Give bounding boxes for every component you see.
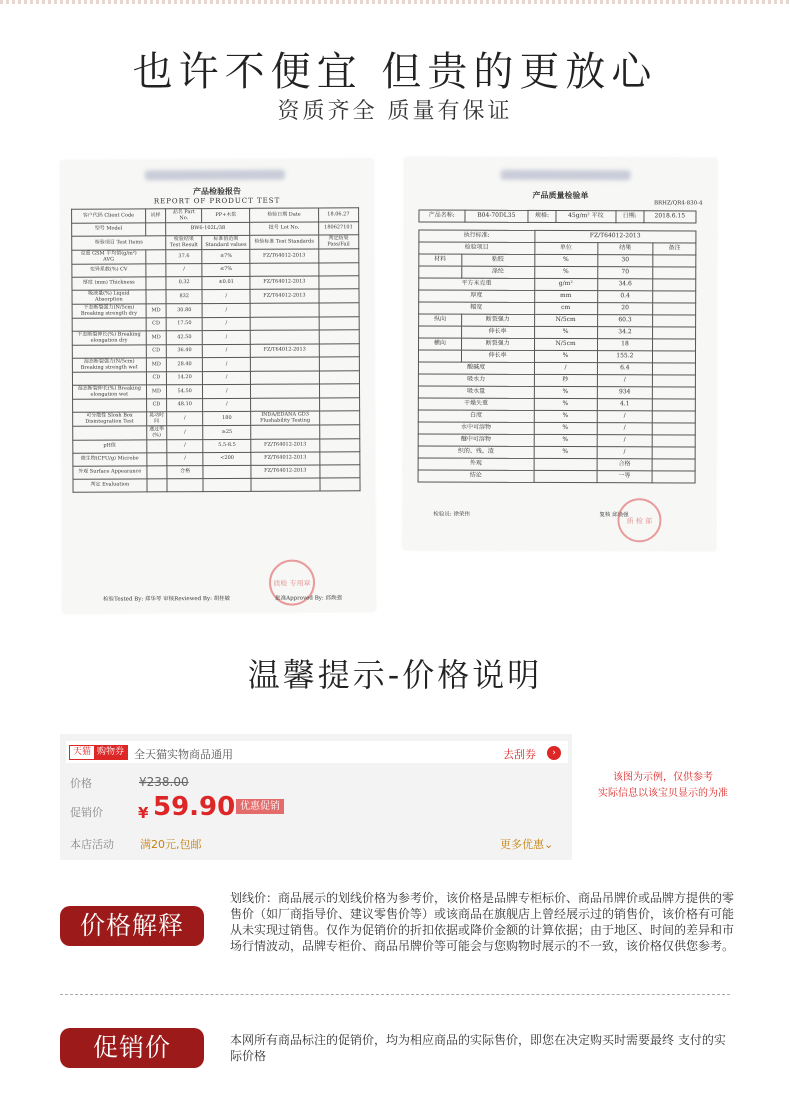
table-cell: 断裂强力 — [461, 314, 534, 326]
table-header-cell: 单位 — [534, 242, 597, 254]
table-cell — [319, 425, 359, 439]
table-cell — [652, 447, 695, 459]
table-cell: pH值 — [73, 440, 147, 453]
table-cell — [319, 465, 359, 478]
table-cell: FZ/T64012-2013 — [250, 249, 318, 263]
table-header-cell: 检验项目 — [419, 242, 535, 254]
table-row — [419, 290, 696, 303]
table-cell — [653, 327, 696, 339]
table-row — [419, 314, 696, 327]
table-row — [418, 398, 695, 411]
sheet-doc-no: BRHZ/QR4-830-4 — [653, 200, 703, 207]
table-cell: / — [203, 371, 251, 384]
table-cell — [653, 387, 696, 399]
table-cell: 检验日期 Date — [250, 208, 318, 222]
table-cell: 20 — [597, 303, 653, 315]
table-cell: 克重 GSM 平均值(g/m²) AVG — [72, 250, 146, 264]
table-cell: 判定 Evaluation — [73, 479, 147, 492]
table-cell: 断裂强力 — [461, 338, 534, 350]
stamp-text: 质 检 部 — [626, 517, 653, 526]
promo-price-text: 本网所有商品标注的促销价，均为相应商品的实际售价，即您在决定购买时需要最终 支付的实际价格 — [230, 1033, 726, 1063]
table-cell: 结论 — [418, 470, 534, 482]
coupon-text: 全天猫实物商品通用 — [134, 748, 233, 761]
table-header-cell: 检验结果 Test Result — [166, 236, 202, 250]
more-offers-link[interactable] — [500, 836, 553, 852]
table-cell: 42.50 — [166, 331, 202, 345]
table-cell — [653, 339, 696, 351]
table-cell: 17.50 — [166, 318, 202, 331]
table-cell: 0.32 — [166, 277, 202, 290]
table-cell: 干燥失重 — [418, 398, 534, 410]
table-cell — [146, 277, 167, 290]
table-cell: / — [203, 357, 251, 371]
table-cell: FZ/T64012-2013 — [251, 452, 319, 465]
table-cell — [653, 255, 696, 267]
table-header-cell: 检验标准 Test Standards — [250, 235, 318, 249]
currency-symbol: ¥ — [138, 804, 149, 822]
table-cell: 0.4 — [597, 291, 653, 303]
table-row — [72, 249, 359, 265]
table-cell — [534, 458, 597, 470]
table-cell — [72, 318, 146, 331]
table-cell: 36.40 — [166, 345, 202, 358]
sheet-meta — [418, 210, 696, 224]
table-cell: 934 — [597, 387, 653, 399]
table-cell: 合格 — [597, 459, 653, 471]
table-cell: / — [202, 330, 250, 344]
table-cell: FZ/T64012-2013 — [251, 465, 319, 478]
report-footer-approved: 批准Approved By: 邱焕强 — [275, 595, 342, 602]
table-cell: 14.20 — [167, 372, 203, 385]
table-cell: 5.5-8.5 — [203, 439, 251, 452]
table-cell: CD — [146, 318, 167, 331]
table-cell — [652, 459, 695, 471]
table-cell — [250, 317, 318, 330]
table-cell — [319, 303, 359, 317]
quality-inspection-sheet — [403, 157, 716, 550]
table-cell: % — [534, 386, 597, 398]
sheet-inspector: 检验员: 徐荣伟 — [433, 511, 471, 518]
table-cell: CD — [146, 372, 167, 385]
table-cell: 34.2 — [597, 327, 653, 339]
table-cell: 吸液量(%) Liquid Absorption — [72, 290, 146, 304]
table-row — [418, 422, 695, 435]
table-cell: 4.1 — [597, 399, 653, 411]
table-cell: 醚中可溶物 — [418, 434, 534, 446]
table-cell: 通过率(%) — [146, 426, 167, 440]
more-offers-label: 更多优惠 — [500, 838, 544, 851]
table-row — [419, 266, 696, 279]
table-cell: 18.06.27 — [318, 208, 358, 222]
table-row — [418, 434, 695, 447]
table-cell: 客户代码 Client Code — [72, 209, 146, 223]
table-cell: 白度 — [418, 410, 534, 422]
table-header-row — [419, 242, 696, 255]
table-cell — [318, 263, 358, 276]
table-cell: / — [597, 435, 653, 447]
table-cell: INDA/EDANA GD3 Flushability Testing — [251, 411, 319, 425]
table-cell — [319, 289, 359, 303]
table-cell: N/5cm — [534, 338, 597, 350]
price-label: 价格 — [70, 777, 92, 790]
table-cell: 吸水力 — [418, 374, 534, 386]
table-row — [419, 338, 696, 351]
headline: 也许不便宜 但贵的更放心 — [132, 49, 658, 95]
table-cell: 54.50 — [167, 385, 203, 399]
table-cell — [419, 326, 462, 338]
table-cell: % — [534, 446, 597, 458]
table-cell: % — [534, 254, 597, 266]
table-cell: / — [202, 289, 250, 303]
table-row — [73, 478, 360, 493]
meta-cell: 日期: — [616, 211, 644, 223]
table-cell: FZ/T64012-2013 — [251, 439, 319, 452]
table-cell: 37.6 — [166, 250, 202, 264]
table-cell — [653, 363, 696, 375]
subheadline: 资质齐全 质量有保证 — [277, 99, 513, 124]
table-cell: / — [534, 362, 597, 374]
table-cell: N/5cm — [534, 314, 597, 326]
table-cell: / — [167, 412, 203, 426]
table-cell: 横向 — [419, 338, 462, 350]
table-cell — [653, 375, 696, 387]
table-cell: 30 — [597, 255, 653, 267]
table-cell: g/m² — [534, 278, 597, 290]
table-cell — [145, 223, 166, 236]
table-cell: ≥25 — [203, 425, 251, 439]
table-row — [419, 230, 696, 243]
promo-badge: 优惠促销 — [236, 799, 284, 814]
table-cell: / — [202, 303, 250, 317]
table-cell: ±0.01 — [202, 276, 250, 289]
table-cell — [320, 478, 360, 491]
table-cell: 180 — [203, 411, 251, 425]
table-cell: CD — [146, 399, 167, 412]
table-cell — [534, 470, 597, 482]
table-cell — [251, 478, 319, 491]
table-cell: % — [534, 410, 597, 422]
table-cell — [251, 371, 319, 384]
standard-value: FZ/T64012-2013 — [534, 230, 696, 243]
table-cell — [319, 357, 359, 371]
table-cell — [319, 371, 359, 384]
table-cell — [250, 263, 318, 276]
divider — [60, 994, 730, 995]
table-header-row — [72, 235, 359, 251]
table-cell — [319, 398, 359, 411]
coupon-tag: 购物券 — [94, 746, 127, 759]
table-row — [418, 350, 695, 363]
table-cell — [146, 440, 167, 453]
price-explain-badge: 价格解释 — [60, 906, 204, 946]
report-title-en: REPORT OF PRODUCT TEST — [153, 196, 281, 206]
table-cell — [319, 344, 359, 357]
table-row — [72, 208, 359, 224]
table-cell: 一等 — [597, 471, 653, 483]
table-cell: 28.40 — [167, 358, 203, 372]
table-row — [418, 470, 695, 483]
table-cell: 厚度 (mm) Thickness — [72, 277, 146, 290]
table-cell: FZ/T64012-2013 — [250, 344, 318, 357]
table-row — [419, 302, 696, 315]
table-cell — [167, 479, 203, 492]
table-cell: 180627101 — [318, 222, 358, 235]
table-row — [418, 446, 695, 459]
table-cell: 晃动时间 — [146, 412, 167, 426]
table-cell: FZ/T64012-2013 — [250, 276, 318, 289]
table-cell — [250, 330, 318, 344]
table-cell: / — [597, 447, 653, 459]
table-cell: 湿态断裂伸长(%) Breaking elongation wet — [72, 385, 146, 399]
table-cell — [146, 290, 167, 304]
table-row — [418, 374, 695, 387]
table-cell: 干态断裂强力(N/5cm) Breaking strength dry — [72, 304, 146, 318]
table-cell — [203, 465, 251, 478]
tmall-coupon-tag — [69, 745, 128, 760]
table-cell: / — [597, 375, 653, 387]
table-cell: ±7% — [202, 249, 250, 263]
table-header-cell: 结果 — [597, 243, 653, 255]
table-cell: % — [534, 266, 597, 278]
side-note-line1: 该图为示例，仅供参考 — [613, 772, 713, 783]
table-cell: MD — [146, 331, 167, 345]
table-cell — [319, 411, 359, 425]
table-cell: 18 — [597, 339, 653, 351]
table-cell — [653, 303, 696, 315]
table-cell: / — [597, 411, 653, 423]
table-header-cell: 判定结果 Pass/Fail — [318, 235, 358, 249]
table-cell — [203, 478, 251, 491]
table-row — [419, 210, 696, 223]
table-cell: 34.6 — [597, 279, 653, 291]
table-cell: 材料 — [419, 254, 462, 266]
table-cell: 幅宽 — [419, 302, 535, 314]
table-cell: 吸水量 — [418, 386, 534, 398]
table-cell: FZ/T64012-2013 — [250, 289, 318, 303]
table-cell — [146, 453, 167, 466]
table-cell — [319, 439, 359, 452]
redacted-company-name — [501, 170, 631, 180]
activity-label: 本店活动 — [70, 838, 114, 851]
table-row — [73, 411, 360, 427]
table-cell — [251, 384, 319, 398]
stamp-text: 质检 专用章 — [273, 579, 311, 588]
table-row — [72, 384, 359, 400]
table-cell: 伸长率 — [461, 326, 534, 338]
table-cell — [145, 250, 166, 264]
redacted-company-name — [145, 170, 285, 181]
table-cell: 干态断裂伸长(%) Breaking elongation dry — [72, 331, 146, 345]
table-cell: 涤纶 — [461, 266, 534, 278]
table-cell — [72, 345, 146, 358]
sheet-title: 产品质量检验单 — [532, 189, 589, 201]
table-row — [419, 326, 696, 339]
table-cell — [653, 267, 696, 279]
meta-cell: 规格: — [528, 210, 556, 222]
price-explain-text: 划线价：商品展示的划线价格为参考价，该价格是品牌专柜标价、商品吊牌价或品牌方提供的零售价（如厂商指导价、建议零售价等）或该商品在旗舰店上曾经展示过的销售价，该价格有可能从未实现过销售。仅作为促销价的折扣依据或降价金额的计算依据；由于地区、时间的差异和市场行情波动，品牌专柜价、商品吊牌价等可能会与您购物时展示的不一致，该价格仅供您参考。 — [230, 891, 735, 953]
report-table — [71, 207, 360, 493]
table-cell: 酸碱度 — [418, 362, 534, 374]
table-cell: 微生物(CFU/g) Microbe — [73, 453, 147, 466]
table-cell: 纵向 — [419, 314, 462, 326]
meta-cell: 产品名称: — [419, 210, 465, 222]
promo-price-badge: 促销价 — [60, 1028, 204, 1068]
table-cell: 70 — [597, 267, 653, 279]
table-cell — [318, 249, 358, 263]
table-header-cell: 备注 — [653, 243, 696, 255]
inspection-stamp-icon — [617, 498, 661, 542]
table-cell: 可分散性 Slosh Box Disintegration Test — [73, 412, 147, 426]
table-cell — [652, 423, 695, 435]
promo-price-label: 促销价 — [70, 806, 103, 819]
table-cell: 织的、残、渣 — [418, 446, 534, 458]
table-cell — [319, 276, 359, 289]
table-cell: 外观 — [418, 458, 534, 470]
table-cell: MD — [146, 385, 167, 399]
table-cell: / — [597, 423, 653, 435]
table-cell: 批号 Lot No. — [250, 222, 318, 235]
table-cell — [418, 350, 461, 362]
table-row — [72, 357, 359, 373]
table-cell: % — [534, 398, 597, 410]
table-cell — [319, 317, 359, 330]
table-cell — [250, 303, 318, 317]
table-header-cell: 检验项目 Test Items — [72, 236, 166, 250]
table-row — [73, 425, 360, 441]
meta-cell: 45g/m² 平纹 — [556, 210, 616, 222]
table-cell: mm — [534, 290, 597, 302]
table-cell: cm — [534, 302, 597, 314]
table-cell: % — [534, 434, 597, 446]
table-cell — [653, 411, 696, 423]
table-cell: / — [202, 317, 250, 330]
table-cell: 伸长率 — [461, 350, 534, 362]
table-cell — [652, 435, 695, 447]
table-cell: / — [166, 264, 202, 277]
table-cell — [251, 398, 319, 411]
table-cell: 水中可溶物 — [418, 422, 534, 434]
section-title: 温馨提示-价格说明 — [247, 656, 543, 694]
meta-cell: B04-70DL35 — [465, 210, 528, 222]
table-cell: 变异系数(%) CV — [72, 264, 146, 277]
table-cell: / — [167, 426, 203, 440]
table-cell: 品名 Part No. — [166, 209, 202, 223]
chevron-right-icon[interactable]: › — [547, 746, 561, 760]
table-cell: / — [167, 440, 203, 453]
table-cell — [72, 372, 146, 385]
table-cell: / — [203, 398, 251, 411]
original-price: ¥238.00 — [139, 775, 189, 789]
table-cell: 60.3 — [597, 315, 653, 327]
table-cell: 30.80 — [166, 304, 202, 318]
table-cell: ≤7% — [202, 263, 250, 276]
table-cell: <200 — [203, 452, 251, 465]
table-row — [419, 254, 696, 267]
table-cell: 秒 — [534, 374, 597, 386]
table-cell: 粘胶 — [461, 254, 534, 266]
report-title-cn: 产品检验报告 — [192, 185, 242, 197]
table-row — [418, 386, 695, 399]
table-cell — [653, 279, 696, 291]
table-cell — [251, 357, 319, 371]
table-cell — [652, 471, 695, 483]
table-cell: 6.4 — [597, 363, 653, 375]
table-cell — [147, 466, 168, 479]
table-cell — [319, 330, 359, 344]
report-footer: 检验Tested By: 郑华琴 审核Reviewed By: 胡桂敏 — [103, 595, 231, 603]
standard-label: 执行标准: — [419, 230, 535, 242]
table-cell — [653, 399, 696, 411]
table-row — [72, 330, 359, 346]
table-cell — [419, 266, 462, 278]
table-row — [418, 410, 695, 423]
table-cell: / — [202, 344, 250, 357]
table-cell — [73, 399, 147, 412]
table-cell: BW6-102L/38 — [166, 222, 250, 235]
table-cell: 平方米克重 — [419, 278, 535, 290]
table-cell — [653, 351, 696, 363]
table-row — [419, 278, 696, 291]
side-note-line2: 实际信息以该宝贝显示的为准 — [598, 788, 728, 799]
table-cell — [146, 264, 167, 277]
table-row — [418, 458, 695, 471]
table-cell: 外观 Surface Appearance — [73, 466, 147, 479]
table-cell: / — [203, 384, 251, 398]
table-cell: / — [167, 453, 203, 466]
table-cell: 湿态断裂强力(N/5cm) Breaking strength wet — [72, 358, 146, 372]
table-cell: CD — [146, 345, 167, 358]
table-cell: % — [534, 350, 597, 362]
tmall-label: 天猫 — [70, 746, 94, 759]
table-cell: 试样 — [145, 209, 166, 223]
table-cell — [319, 452, 359, 465]
sheet-table — [418, 230, 697, 484]
table-cell: 型号 Model — [72, 223, 146, 236]
table-cell — [319, 384, 359, 398]
table-cell: MD — [146, 358, 167, 372]
table-cell: PP+木浆 — [202, 208, 250, 222]
table-cell: 48.10 — [167, 399, 203, 412]
table-cell: % — [534, 326, 597, 338]
table-cell — [251, 425, 319, 439]
table-cell: 155.2 — [597, 351, 653, 363]
table-cell: 832 — [166, 290, 202, 304]
table-cell — [653, 315, 696, 327]
chevron-down-icon: ⌄ — [544, 838, 554, 851]
table-cell: 合格 — [167, 466, 203, 479]
promo-price: 59.90 — [153, 792, 236, 822]
get-coupon-link[interactable]: 去刮券 — [503, 748, 536, 761]
table-row — [418, 362, 695, 375]
table-cell: 厚度 — [419, 290, 535, 302]
product-test-report — [61, 159, 375, 613]
table-header-cell: 标准值范围 Standard values — [202, 235, 250, 249]
meta-cell: 2018.6.15 — [644, 211, 696, 223]
table-cell — [73, 426, 147, 440]
table-row — [72, 303, 359, 319]
top-border — [0, 0, 790, 4]
table-row — [72, 289, 359, 305]
table-cell: MD — [146, 304, 167, 318]
activity-text: 满20元,包邮 — [140, 838, 202, 851]
table-cell: % — [534, 422, 597, 434]
sheet-reviewer: 复核 邱焕强 — [599, 512, 629, 519]
table-cell — [653, 291, 696, 303]
table-cell — [147, 479, 168, 492]
